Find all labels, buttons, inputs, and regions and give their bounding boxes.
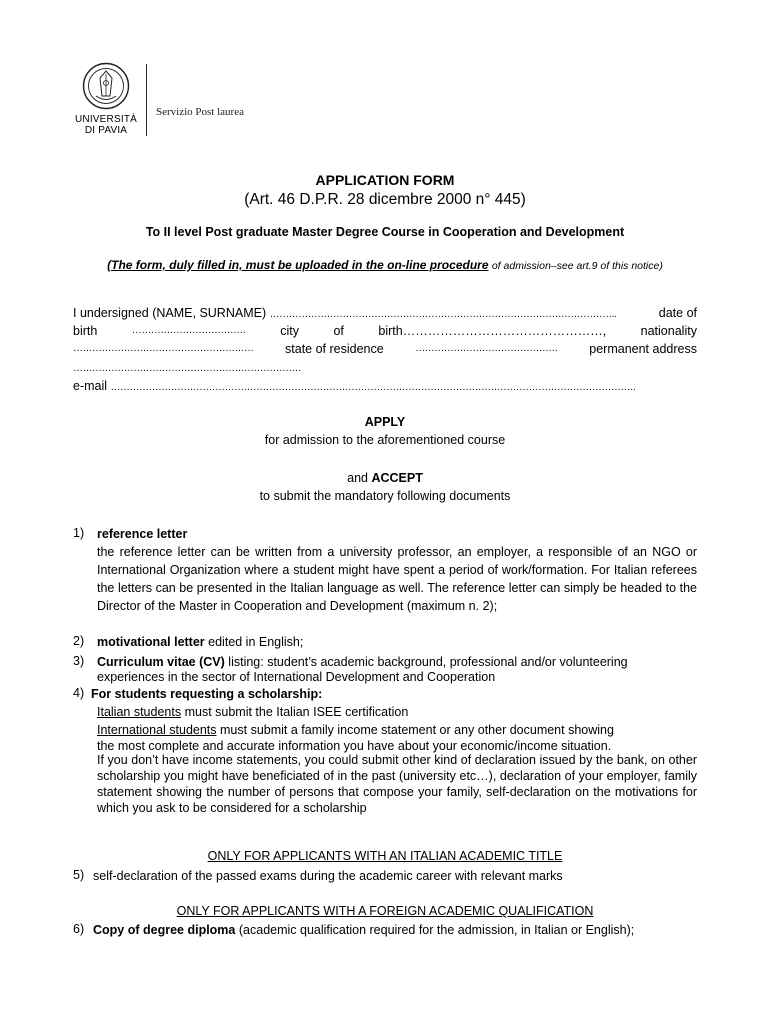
university-name: UNIVERSITÀ DI PAVIA bbox=[74, 114, 137, 136]
international-students-line-2: the most complete and accurate information you have about your economic/income situation. bbox=[97, 739, 612, 753]
italian-section-heading: ONLY FOR APPLICANTS WITH AN ITALIAN ACADEMIC TITLE bbox=[207, 849, 563, 863]
form-line-address bbox=[73, 358, 697, 376]
italian-students-line: Italian students must submit the Italian ISEE certification bbox=[97, 705, 409, 719]
list-item: self-declaration of the passed exams during the academic career with relevant marks bbox=[93, 869, 563, 883]
university-seal-icon bbox=[82, 62, 130, 110]
list-number: 6) bbox=[73, 922, 85, 936]
name-field[interactable]: ……………………………………………………………………………………………….. bbox=[269, 309, 617, 320]
header-divider bbox=[146, 64, 147, 136]
form-line-name: I undersigned (NAME, SURNAME) ……………………………………………………………………………………………….. date of bbox=[73, 306, 697, 320]
list-number: 5) bbox=[73, 868, 85, 882]
list-item: Curriculum vitae (CV) listing: student’s academic background, professional and/or volunteering bbox=[97, 655, 628, 669]
list-number: 3) bbox=[73, 654, 85, 668]
list-item-continued: experiences in the sector of International Development and Cooperation bbox=[97, 670, 496, 684]
service-name: Servizio Post laurea bbox=[156, 106, 244, 118]
birth-city-field[interactable]: birth…………………………………………, bbox=[378, 324, 607, 338]
form-line-email: e-mail …………………………………………………………………………………………………………………………………………………. bbox=[73, 379, 636, 393]
birth-date-field[interactable]: ……………………………… bbox=[131, 325, 246, 336]
nationality-field[interactable]: ………………………………………………… bbox=[73, 343, 254, 354]
list-number: 2) bbox=[73, 634, 85, 648]
scholarship-text: If you don’t have income statements, you could submit other kind of declaration issued by the bank, on other scholarship you might have beneficiated of in the past (university etc…), declaration of your employer, family statement showing the number of persons that compose your family, self-declaration on the motivations for which you ask to be considered for a scholarship bbox=[97, 753, 697, 815]
upload-note: (The form, duly filled in, must be uploaded in the on-line procedure of admission–see art.9 of this notice) bbox=[107, 258, 663, 272]
form-title: APPLICATION FORM bbox=[315, 172, 455, 188]
form-subtitle: (Art. 46 D.P.R. 28 dicembre 2000 n° 445) bbox=[244, 191, 526, 208]
foreign-section-heading: ONLY FOR APPLICANTS WITH A FOREIGN ACADEMIC QUALIFICATION bbox=[176, 904, 594, 918]
list-number: 1) bbox=[73, 526, 85, 540]
list-item: motivational letter edited in English; bbox=[97, 635, 304, 649]
list-item: Copy of degree diploma (academic qualification required for the admission, in Italian or English); bbox=[93, 923, 635, 937]
international-students-line: International students must submit a family income statement or any other document showing bbox=[97, 723, 614, 737]
reference-letter-text: the reference letter can be written from a university professor, an employer, a responsible of an NGO or International Organization where a student might have spent a period of work/formation. For Italian referees the letters can be presented in the Italian language as well. The reference letter can simply be headed to the Director of the Master in Cooperation and Development (maximum n. 2); bbox=[97, 545, 697, 613]
form-line-birth: birth ……………………………… city of birth…………………………………………, nationality bbox=[73, 324, 697, 338]
list-number: 4) bbox=[73, 686, 85, 700]
list-item-title: reference letter bbox=[97, 527, 188, 541]
form-line-residence: ………………………………………………… state of residence ……………………………………… permanent address bbox=[73, 342, 697, 356]
apply-text: for admission to the aforementioned course bbox=[264, 433, 506, 447]
residence-field[interactable]: ……………………………………… bbox=[415, 343, 558, 354]
accept-heading: and ACCEPT bbox=[347, 471, 423, 485]
accept-text: to submit the mandatory following documents bbox=[259, 489, 511, 503]
email-field[interactable]: …………………………………………………………………………………………………………………………………………………. bbox=[110, 382, 636, 393]
address-field[interactable]: ……………………………………………………………… bbox=[73, 363, 301, 374]
apply-heading: APPLY bbox=[364, 415, 406, 429]
list-item-title: For students requesting a scholarship: bbox=[91, 687, 323, 701]
course-title: To II level Post graduate Master Degree Course in Cooperation and Development bbox=[145, 225, 625, 239]
